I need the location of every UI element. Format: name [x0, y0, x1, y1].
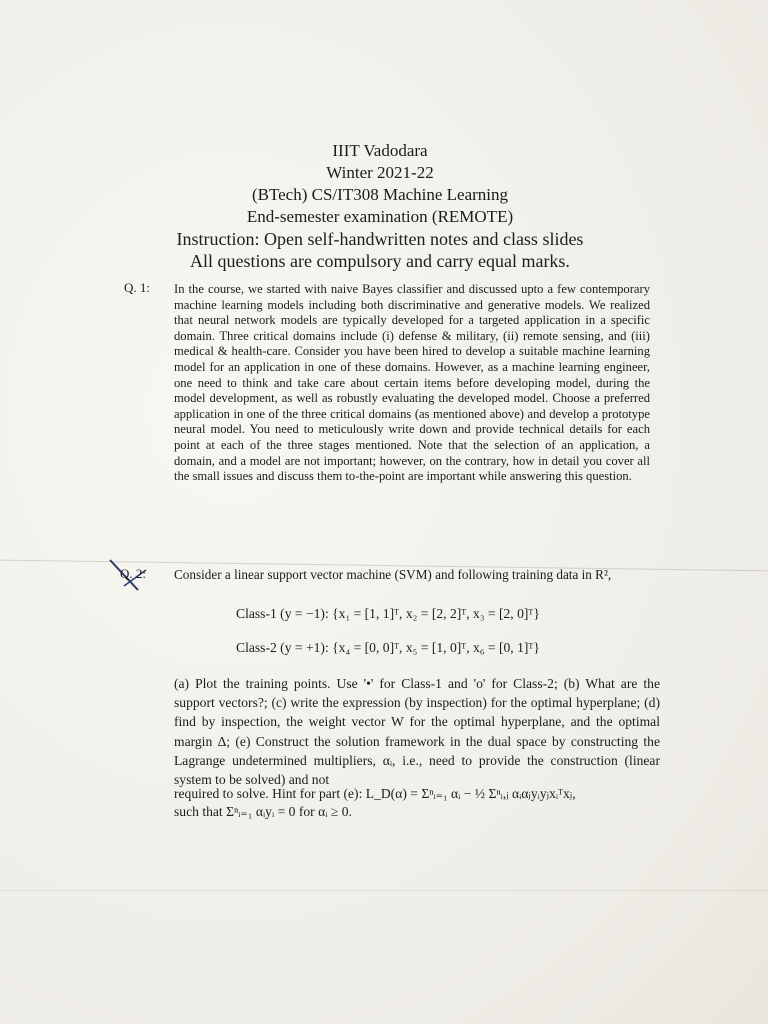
class-1-data: Class-1 (y = −1): {x₁ = [1, 1]ᵀ, x₂ = [2, 2]ᵀ, x₃ = [2, 0]ᵀ} [236, 606, 540, 621]
exam-header [150, 140, 610, 272]
exam-type: End-semester examination (REMOTE) [246, 207, 514, 226]
question-2-hint: required to solve. Hint for part (e): L_D(α) = Σⁿᵢ₌₁ αᵢ − ½ Σⁿᵢ,ⱼ αᵢαⱼyᵢyⱼxᵢᵀxⱼ, [174, 786, 576, 801]
marks-note: All questions are compulsory and carry equal marks. [190, 251, 570, 271]
question-1-text: In the course, we started with naive Bayes classifier and discussed upto a few contemporary machine learning models including both discriminative and generative models. We realized that neural network models are typically developed for a targeted application in a specific domain. Three critical domains include (i) defense & military, (ii) remote sensing, and (iii) medical & health-care. Consider you have been hired to develop a suitable machine learning model for an application in one of these domains. However, as a machine learning engineer, one need to think and take care about certain items before developing model, during the model development, as well as robustly evaluating the developed model. Choose a preferred application in one of the three critical domains (as mentioned above) and develop a prototype neural model. You need to meticulously write down and provide technical details for each point at each of the three stages mentioned. Note that the selection of an application, a domain, and a model are not important; however, on the contrary, how in detail you cover all the small issues and discuss them to-the-point are important while answering this question. [174, 282, 650, 484]
question-2-hint-constraint: such that Σⁿᵢ₌₁ αᵢyᵢ = 0 for αᵢ ≥ 0. [174, 804, 352, 819]
question-2-intro: Consider a linear support vector machine (SVM) and following training data in R², [174, 567, 612, 582]
course-title: (BTech) CS/IT308 Machine Learning [251, 185, 509, 204]
question-2-parts: (a) Plot the training points. Use '•' for Class-1 and 'o' for Class-2; (b) What are the support vectors?; (c) write the expression (by inspection) for the optimal hyperplane; (d) find by inspection, the weight vector W for the optimal hyperplane, and the optimal margin Δ; (e) Construct the solution framework in the dual space by constructing the Lagrange undetermined multipliers, αᵢ, i.e., need to provide the construction (linear system to be solved) and not [174, 676, 660, 788]
institute-name: IIIT Vadodara [332, 141, 428, 160]
instruction: Instruction: Open self-handwritten notes and class slides [176, 229, 584, 249]
question-2-number: Q. 2: [120, 566, 146, 581]
paper-fold-line [0, 890, 768, 891]
question-1-number: Q. 1: [124, 280, 150, 295]
class-2-data: Class-2 (y = +1): {x₄ = [0, 0]ᵀ, x₅ = [1, 0]ᵀ, x₆ = [0, 1]ᵀ} [236, 640, 540, 655]
term: Winter 2021-22 [326, 163, 434, 182]
